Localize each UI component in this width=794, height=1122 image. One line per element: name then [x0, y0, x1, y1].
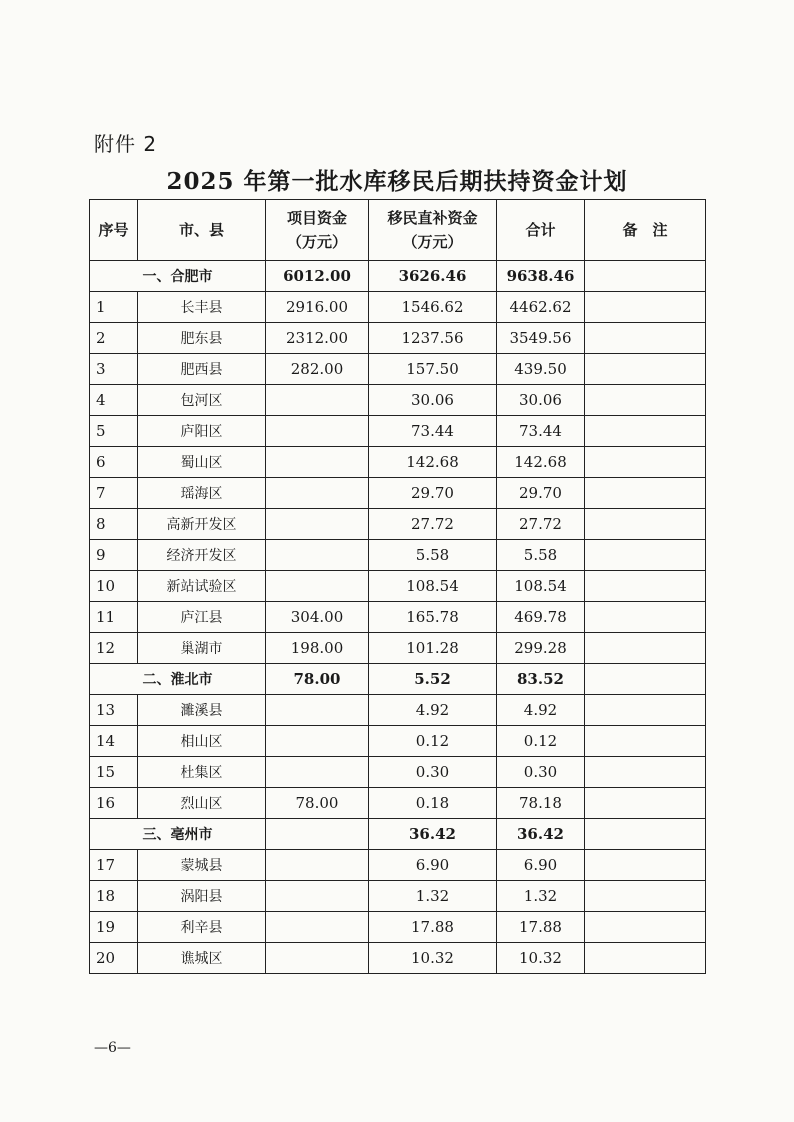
table-row	[90, 912, 706, 943]
table-row	[90, 323, 706, 354]
total-funds: 108.54	[497, 571, 585, 602]
total-funds: 27.72	[497, 509, 585, 540]
county-name: 肥东县	[138, 323, 266, 354]
row-seq: 2	[90, 323, 138, 354]
page-title: 2025 年第一批水库移民后期扶持资金计划	[166, 168, 628, 195]
direct-funds: 142.68	[369, 447, 497, 478]
remark-cell	[585, 385, 706, 416]
table-row	[90, 509, 706, 540]
project-funds: 304.00	[266, 602, 369, 633]
table-row	[90, 757, 706, 788]
project-funds	[266, 540, 369, 571]
project-funds: 2916.00	[266, 292, 369, 323]
total-funds: 10.32	[497, 943, 585, 974]
direct-funds: 0.18	[369, 788, 497, 819]
total-funds: 4.92	[497, 695, 585, 726]
direct-funds: 3626.46	[369, 261, 497, 292]
total-funds: 6.90	[497, 850, 585, 881]
remark-cell	[585, 447, 706, 478]
direct-funds: 5.58	[369, 540, 497, 571]
direct-funds: 10.32	[369, 943, 497, 974]
total-funds: 36.42	[497, 819, 585, 850]
total-funds: 30.06	[497, 385, 585, 416]
project-funds	[266, 757, 369, 788]
remark-cell	[585, 633, 706, 664]
row-seq: 15	[90, 757, 138, 788]
header-remark: 备 注	[585, 200, 706, 261]
project-funds: 78.00	[266, 664, 369, 695]
direct-funds: 5.52	[369, 664, 497, 695]
county-name: 杜集区	[138, 757, 266, 788]
table-row	[90, 943, 706, 974]
county-name: 瑶海区	[138, 478, 266, 509]
total-funds: 1.32	[497, 881, 585, 912]
section-row	[90, 261, 706, 292]
table-row	[90, 602, 706, 633]
total-funds: 78.18	[497, 788, 585, 819]
project-funds: 198.00	[266, 633, 369, 664]
section-name: 三、亳州市	[90, 819, 266, 850]
row-seq: 3	[90, 354, 138, 385]
direct-funds: 36.42	[369, 819, 497, 850]
direct-funds: 1237.56	[369, 323, 497, 354]
county-name: 包河区	[138, 385, 266, 416]
remark-cell	[585, 602, 706, 633]
row-seq: 6	[90, 447, 138, 478]
remark-cell	[585, 323, 706, 354]
header-direct-line1: 移民直补资金	[387, 209, 478, 227]
section-name: 二、淮北市	[90, 664, 266, 695]
remark-cell	[585, 912, 706, 943]
remark-cell	[585, 757, 706, 788]
header-county: 市、县	[138, 200, 266, 261]
total-funds: 0.12	[497, 726, 585, 757]
table-row	[90, 571, 706, 602]
table-header-row	[90, 200, 706, 261]
county-name: 长丰县	[138, 292, 266, 323]
funding-table	[89, 199, 706, 974]
row-seq: 14	[90, 726, 138, 757]
total-funds: 439.50	[497, 354, 585, 385]
row-seq: 13	[90, 695, 138, 726]
total-funds: 3549.56	[497, 323, 585, 354]
table-row	[90, 633, 706, 664]
header-project-line1: 项目资金	[286, 209, 347, 227]
direct-funds: 6.90	[369, 850, 497, 881]
remark-cell	[585, 509, 706, 540]
row-seq: 10	[90, 571, 138, 602]
table-row	[90, 354, 706, 385]
project-funds: 6012.00	[266, 261, 369, 292]
county-name: 新站试验区	[138, 571, 266, 602]
remark-cell	[585, 571, 706, 602]
remark-cell	[585, 478, 706, 509]
project-funds	[266, 695, 369, 726]
project-funds	[266, 447, 369, 478]
table-row	[90, 726, 706, 757]
project-funds	[266, 478, 369, 509]
table-row	[90, 788, 706, 819]
project-funds: 282.00	[266, 354, 369, 385]
direct-funds: 29.70	[369, 478, 497, 509]
county-name: 庐阳区	[138, 416, 266, 447]
county-name: 相山区	[138, 726, 266, 757]
project-funds	[266, 881, 369, 912]
row-seq: 9	[90, 540, 138, 571]
section-name: 一、合肥市	[90, 261, 266, 292]
remark-cell	[585, 664, 706, 695]
county-name: 烈山区	[138, 788, 266, 819]
remark-cell	[585, 261, 706, 292]
project-funds	[266, 943, 369, 974]
county-name: 蜀山区	[138, 447, 266, 478]
total-funds: 142.68	[497, 447, 585, 478]
project-funds	[266, 912, 369, 943]
project-funds	[266, 850, 369, 881]
county-name: 蒙城县	[138, 850, 266, 881]
project-funds	[266, 819, 369, 850]
table-row	[90, 478, 706, 509]
section-row	[90, 664, 706, 695]
header-project-funds	[266, 200, 369, 261]
row-seq: 7	[90, 478, 138, 509]
header-direct-line2: （万元）	[402, 233, 463, 251]
total-funds: 4462.62	[497, 292, 585, 323]
direct-funds: 101.28	[369, 633, 497, 664]
county-name: 涡阳县	[138, 881, 266, 912]
direct-funds: 17.88	[369, 912, 497, 943]
remark-cell	[585, 726, 706, 757]
direct-funds: 1546.62	[369, 292, 497, 323]
direct-funds: 108.54	[369, 571, 497, 602]
row-seq: 17	[90, 850, 138, 881]
direct-funds: 1.32	[369, 881, 497, 912]
county-name: 肥西县	[138, 354, 266, 385]
county-name: 经济开发区	[138, 540, 266, 571]
direct-funds: 0.30	[369, 757, 497, 788]
remark-cell	[585, 850, 706, 881]
row-seq: 11	[90, 602, 138, 633]
total-funds: 29.70	[497, 478, 585, 509]
section-row	[90, 819, 706, 850]
direct-funds: 73.44	[369, 416, 497, 447]
table-row	[90, 416, 706, 447]
page-number: —6—	[94, 1040, 131, 1056]
project-funds	[266, 416, 369, 447]
direct-funds: 30.06	[369, 385, 497, 416]
total-funds: 83.52	[497, 664, 585, 695]
table-row	[90, 695, 706, 726]
project-funds	[266, 385, 369, 416]
county-name: 庐江县	[138, 602, 266, 633]
row-seq: 12	[90, 633, 138, 664]
remark-cell	[585, 881, 706, 912]
remark-cell	[585, 292, 706, 323]
direct-funds: 157.50	[369, 354, 497, 385]
county-name: 高新开发区	[138, 509, 266, 540]
header-total: 合计	[497, 200, 585, 261]
total-funds: 73.44	[497, 416, 585, 447]
row-seq: 18	[90, 881, 138, 912]
header-seq: 序号	[90, 200, 138, 261]
row-seq: 20	[90, 943, 138, 974]
remark-cell	[585, 695, 706, 726]
direct-funds: 165.78	[369, 602, 497, 633]
row-seq: 16	[90, 788, 138, 819]
table-row	[90, 540, 706, 571]
total-funds: 0.30	[497, 757, 585, 788]
row-seq: 19	[90, 912, 138, 943]
row-seq: 5	[90, 416, 138, 447]
row-seq: 1	[90, 292, 138, 323]
project-funds	[266, 571, 369, 602]
table-row	[90, 292, 706, 323]
project-funds	[266, 726, 369, 757]
county-name: 谯城区	[138, 943, 266, 974]
remark-cell	[585, 354, 706, 385]
total-funds: 5.58	[497, 540, 585, 571]
direct-funds: 27.72	[369, 509, 497, 540]
header-direct-funds	[369, 200, 497, 261]
table-row	[90, 881, 706, 912]
project-funds	[266, 509, 369, 540]
total-funds: 17.88	[497, 912, 585, 943]
project-funds: 78.00	[266, 788, 369, 819]
table-row	[90, 447, 706, 478]
remark-cell	[585, 943, 706, 974]
total-funds: 299.28	[497, 633, 585, 664]
county-name: 利辛县	[138, 912, 266, 943]
table-row	[90, 850, 706, 881]
total-funds: 9638.46	[497, 261, 585, 292]
remark-cell	[585, 540, 706, 571]
header-project-line2: （万元）	[286, 233, 347, 251]
county-name: 巢湖市	[138, 633, 266, 664]
remark-cell	[585, 416, 706, 447]
row-seq: 8	[90, 509, 138, 540]
project-funds: 2312.00	[266, 323, 369, 354]
attachment-label: 附件 2	[94, 132, 158, 156]
direct-funds: 0.12	[369, 726, 497, 757]
remark-cell	[585, 788, 706, 819]
county-name: 濉溪县	[138, 695, 266, 726]
total-funds: 469.78	[497, 602, 585, 633]
row-seq: 4	[90, 385, 138, 416]
remark-cell	[585, 819, 706, 850]
direct-funds: 4.92	[369, 695, 497, 726]
table-row	[90, 385, 706, 416]
